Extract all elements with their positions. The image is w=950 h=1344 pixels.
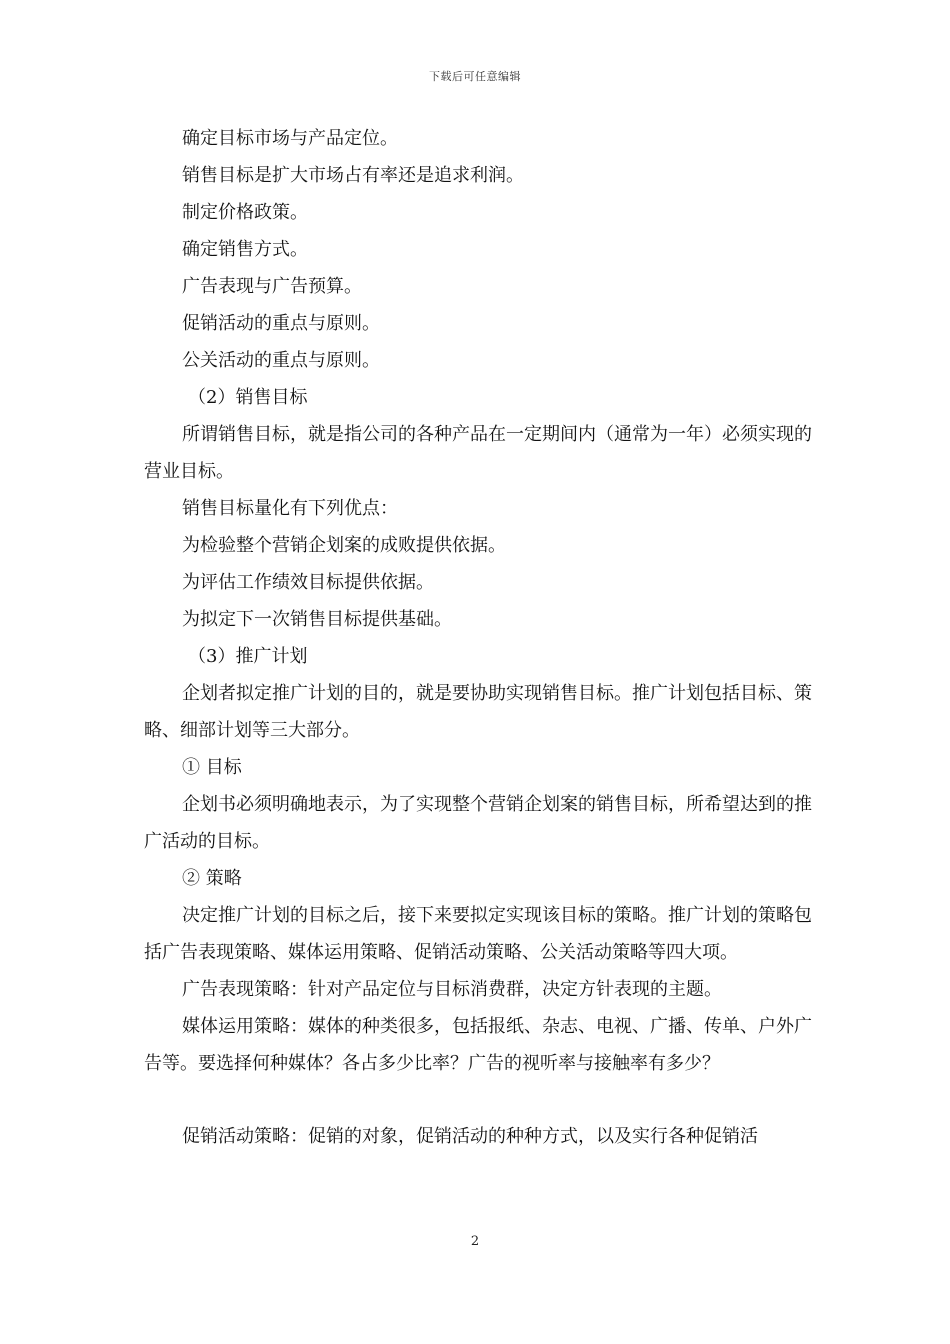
paragraph: 为检验整个营销企划案的成败提供依据。 <box>182 535 506 556</box>
paragraph: 所谓销售目标，就是指公司的各种产品在一定期间内（通常为一年）必须实现的营业目标。 <box>144 424 812 482</box>
paragraph: 企划书必须明确地表示，为了实现整个营销企划案的销售目标，所希望达到的推广活动的目标。 <box>144 794 812 852</box>
paragraph: 媒体运用策略：媒体的种类很多，包括报纸、杂志、电视、广播、传单、户外广告等。要选择何种媒体？各占多少比率？广告的视听率与接触率有多少？ <box>144 1016 812 1074</box>
page-header: 下载后可任意编辑 <box>429 70 521 83</box>
section-heading: （3）推广计划 <box>188 646 308 667</box>
paragraph: 为拟定下一次销售目标提供基础。 <box>182 609 452 630</box>
paragraph: 销售目标是扩大市场占有率还是追求利润。 <box>182 165 524 186</box>
paragraph: 决定推广计划的目标之后，接下来要拟定实现该目标的策略。推广计划的策略包括广告表现策略、媒体运用策略、促销活动策略、公关活动策略等四大项。 <box>144 905 812 963</box>
paragraph: 企划者拟定推广计划的目的，就是要协助实现销售目标。推广计划包括目标、策略、细部计划等三大部分。 <box>144 683 812 741</box>
subsection-heading: ① 目标 <box>182 757 242 778</box>
paragraph: 公关活动的重点与原则。 <box>182 350 380 371</box>
section-heading: （2）销售目标 <box>188 387 308 408</box>
paragraph: 促销活动策略：促销的对象，促销活动的种种方式，以及实行各种促销活 <box>182 1126 758 1147</box>
paragraph: 广告表现与广告预算。 <box>182 276 362 297</box>
subsection-heading: ② 策略 <box>182 868 242 889</box>
blank-line <box>144 1082 814 1118</box>
paragraph: 促销活动的重点与原则。 <box>182 313 380 334</box>
paragraph: 确定目标市场与产品定位。 <box>182 128 398 149</box>
document-body <box>144 120 814 1155</box>
paragraph: 制定价格政策。 <box>182 202 308 223</box>
paragraph: 确定销售方式。 <box>182 239 308 260</box>
paragraph: 广告表现策略：针对产品定位与目标消费群，决定方针表现的主题。 <box>182 979 722 1000</box>
page-number: 2 <box>470 1234 480 1249</box>
paragraph: 为评估工作绩效目标提供依据。 <box>182 572 434 593</box>
paragraph: 销售目标量化有下列优点： <box>182 498 398 519</box>
